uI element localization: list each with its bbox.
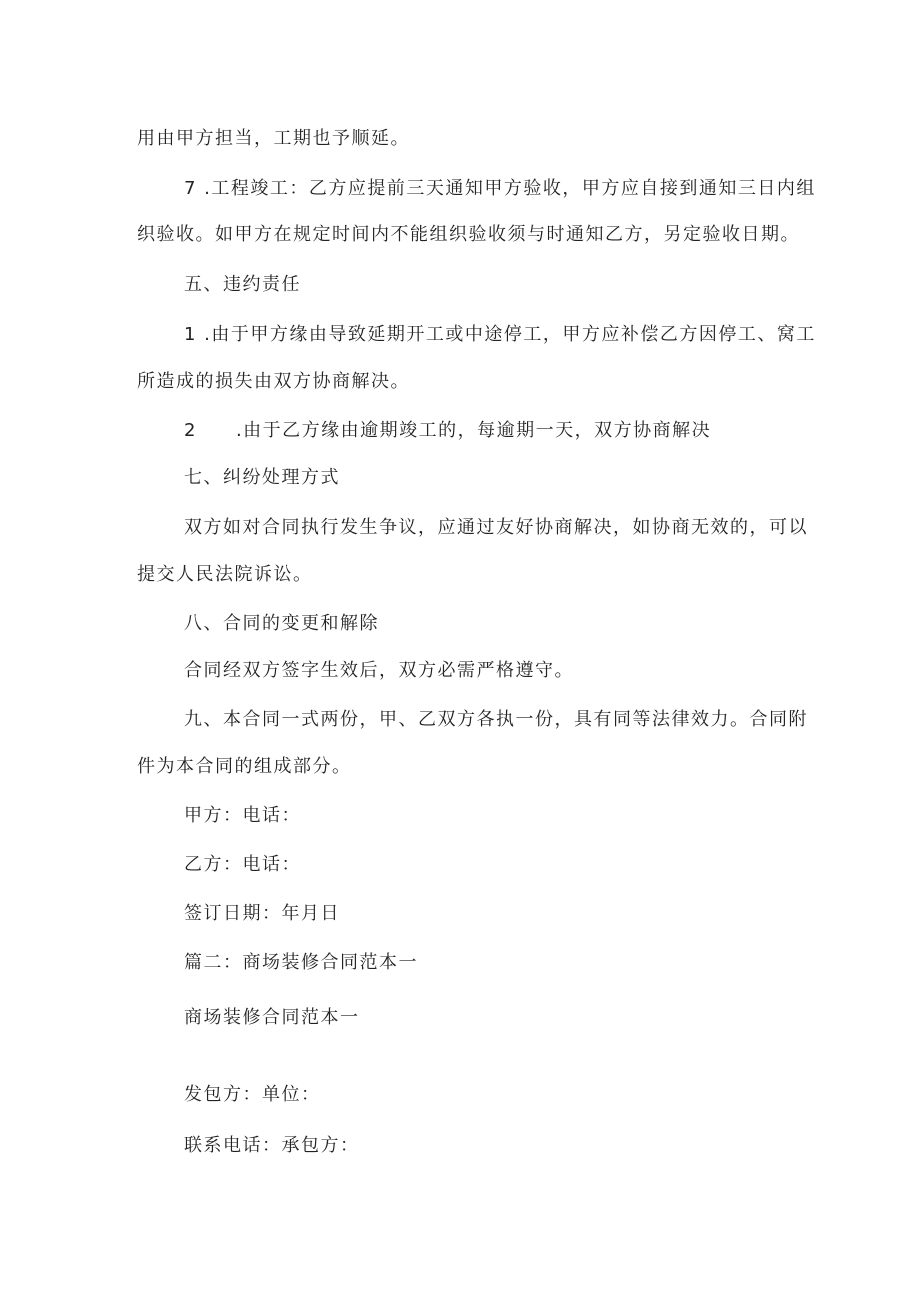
dispute-line-2: 提交人民法院诉讼。 [137, 564, 313, 585]
signing-date-line: 签订日期：年月日 [184, 903, 340, 924]
employer-line: 发包方：单位： [184, 1084, 321, 1105]
section-heading-breach: 五、违约责任 [184, 274, 301, 295]
part-two-heading: 篇二：商场装修合同范本一 [184, 952, 418, 973]
clause-7-line-2: 织验收。如甲方在规定时间内不能组织验收须与时通知乙方，另定验收日期。 [137, 224, 800, 245]
paragraph-continuation: 用由甲方担当，工期也予顺延。 [137, 128, 410, 149]
clause-2-line: 2 .由于乙方缘由逾期竣工的，每逾期一天，双方协商解决 [184, 420, 712, 441]
clause-7-line-1: 7 .工程竣工：乙方应提前三天通知甲方验收，甲方应自接到通知三日内组 [184, 178, 816, 199]
party-a-signature-line: 甲方：电话： [184, 805, 301, 826]
section-nine-line-1: 九、本合同一式两份，甲、乙双方各执一份，具有同等法律效力。合同附 [184, 709, 808, 730]
dispute-line-1: 双方如对合同执行发生争议，应通过友好协商解决，如协商无效的，可以 [184, 517, 808, 538]
clause-1-line-1: 1 .由于甲方缘由导致延期开工或中途停工，甲方应补偿乙方因停工、窝工 [184, 324, 816, 345]
section-heading-dispute: 七、纠纷处理方式 [184, 467, 340, 488]
contract-title: 商场装修合同范本一 [184, 1007, 360, 1028]
section-heading-change: 八、合同的变更和解除 [184, 613, 379, 634]
change-line: 合同经双方签字生效后，双方必需严格遵守。 [184, 660, 574, 681]
contact-contractor-line: 联系电话：承包方： [184, 1135, 360, 1156]
party-b-signature-line: 乙方：电话： [184, 854, 301, 875]
clause-1-line-2: 所造成的损失由双方协商解决。 [137, 371, 410, 392]
section-nine-line-2: 件为本合同的组成部分。 [137, 756, 352, 777]
